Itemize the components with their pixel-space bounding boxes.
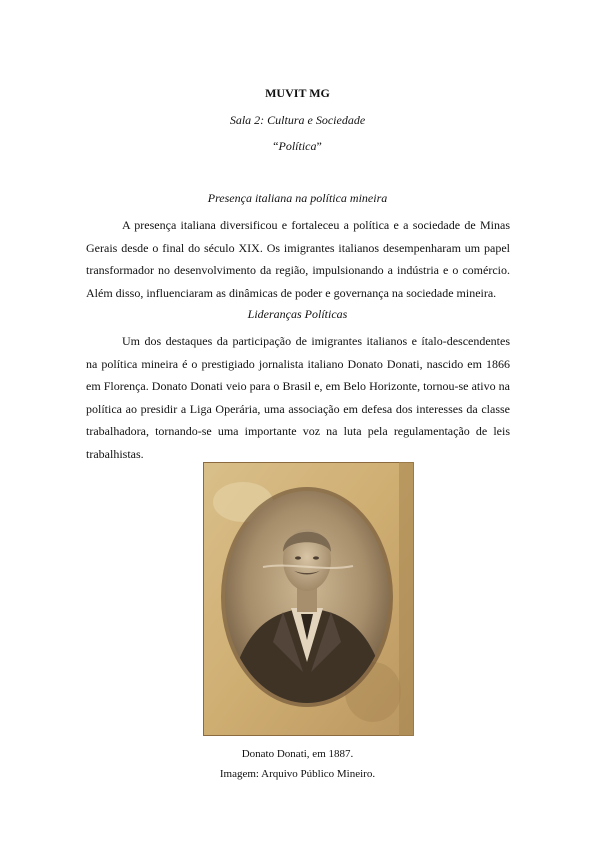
section-heading-leaderships: Lideranças Políticas [247,307,348,321]
theme-heading [0,139,595,154]
theme-close-quote: ” [316,139,322,153]
section-heading-presence: Presença italiana na política mineira [207,191,388,205]
portrait-image [203,462,414,736]
museum-title: MUVIT MG [265,86,330,100]
section-paragraph-leaderships: Um dos destaques da participação de imigrantes italianos e ítalo-descendentes na política mineira é o prestigiado jornalista italiano Donato Donati, nascido em 1866 em Florença. Donato Donati veio para o Brasil e, em Belo Horizonte, tornou-se ativo na política ao presidir a Liga Operária, uma associação em defesa dos interesses da classe trabalhadora, tornando-se uma importante voz na luta pela regulamentação de leis trabalhistas. [86,334,510,461]
section-paragraph-presence: A presença italiana diversificou e fortaleceu a política e a sociedade de Minas Gerais desde o final do século XIX. Os imigrantes italianos desempenharam um papel transformador no desenvolvimento da região, impulsionando a indústria e o comércio. Além disso, influenciaram as dinâmicas de poder e governança na sociedade mineira. [86,218,510,300]
portrait-photo [203,462,414,736]
room-subtitle: Sala 2: Cultura e Sociedade [229,113,366,127]
photo-credit: Imagem: Arquivo Público Mineiro. [219,768,376,780]
theme-open-quote: “ [273,139,279,153]
photo-caption: Donato Donati, em 1887. [241,748,354,760]
theme-label: Política [278,139,317,153]
